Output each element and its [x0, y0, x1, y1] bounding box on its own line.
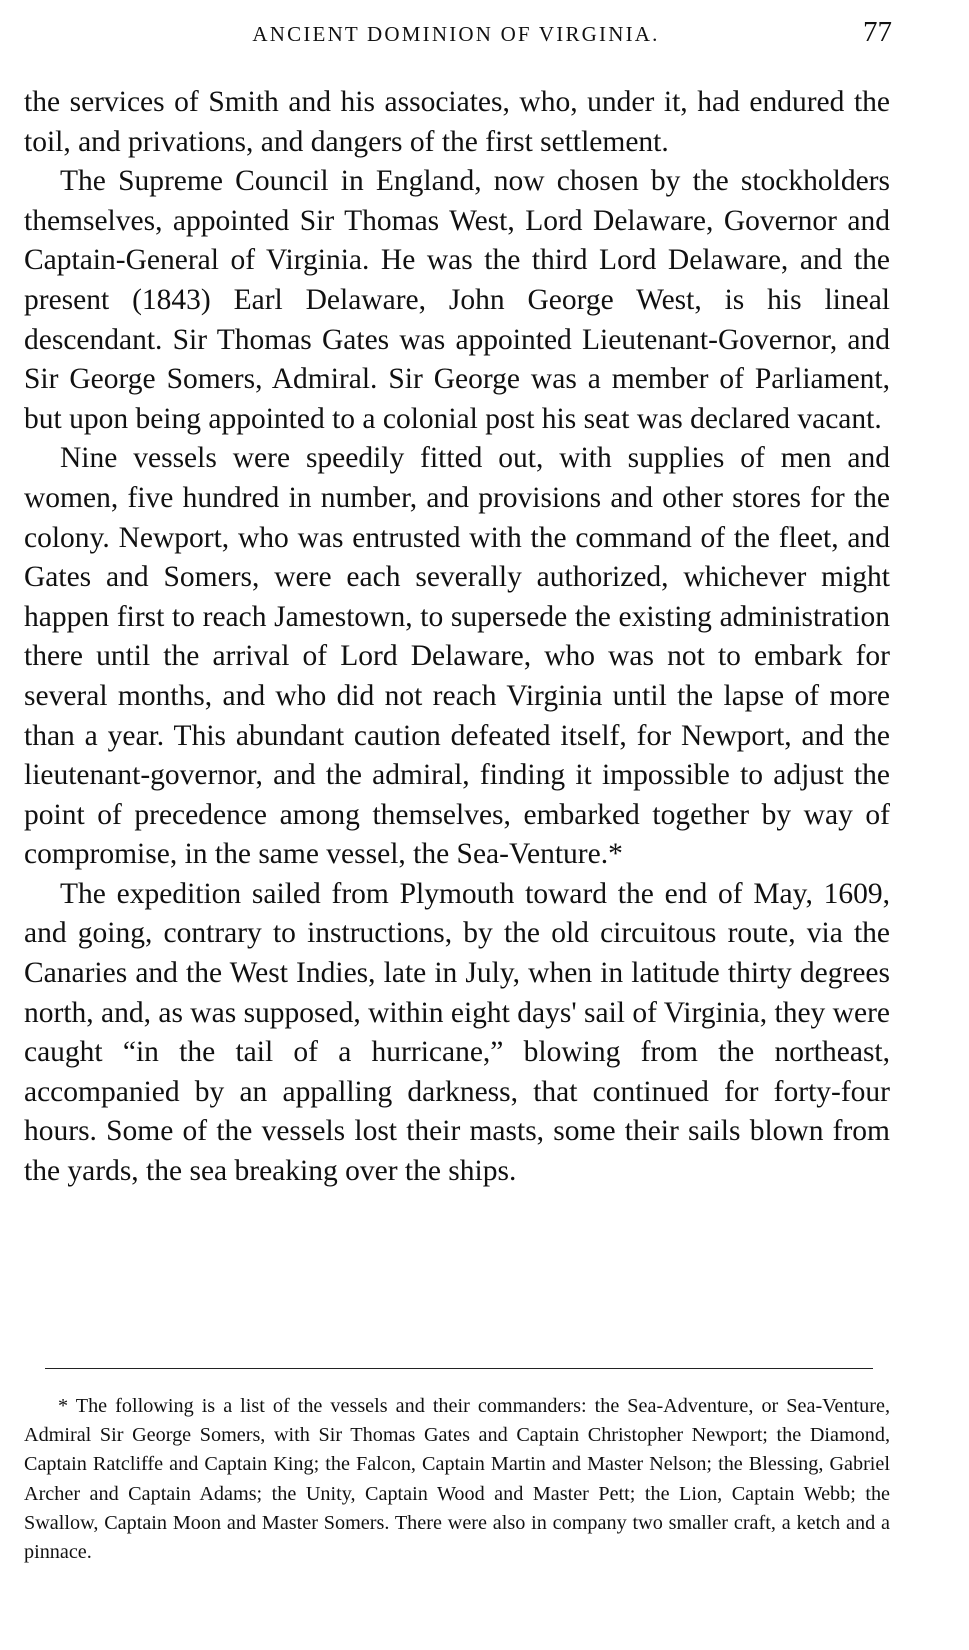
- paragraph-nine-vessels: Nine vessels were speedily fitted out, with supplies of men and women, five hundred in number, and provisions and other stores for the colony. Newport, who was entrusted with the command of the fleet, and Gates and Somers, were each severally authorized, whichever might happen first to reach Jamestown, to supersede the existing administration there until the arrival of Lord Delaware, who was not to embark for several months, and who did not reach Virginia until the lapse of more than a year. This abundant caution defeated itself, for Newport, and the lieutenant-governor, and the admiral, finding it impossible to adjust the point of precedence among themselves, embarked together by way of compromise, in the same vessel, the Sea-Venture.*: [24, 442, 890, 871]
- paragraph-supreme-council: The Supreme Council in England, now chosen by the stockholders themselves, appointed Sir Thomas West, Lord Delaware, Governor and Captain-General of Virginia. He was the third Lord Delaware, and the present (1843) Earl Delaware, John George West, is his lineal descendant. Sir Thomas Gates was appointed Lieutenant-Governor, and Sir George Somers, Admiral. Sir George was a member of Parliament, but upon being appointed to a colonial post his seat was declared vacant.: [24, 165, 890, 435]
- footnote-divider: [45, 1368, 873, 1369]
- running-title: ANCIENT DOMINION OF VIRGINIA.: [252, 22, 660, 46]
- page-number: 77: [863, 16, 892, 48]
- running-head: [22, 14, 890, 54]
- footnote: * The following is a list of the vessels and their commanders: the Sea-Adventure, or Sea-Venture, Admiral Sir George Somers, with Sir Thomas Gates and Captain Christopher Newport; the Diamond, Captain Ratcliffe and Captain King; the Falcon, Captain Martin and Master Nelson; the Blessing, Gabriel Archer and Captain Adams; the Unity, Captain Wood and Master Pett; the Lion, Captain Webb; the Swallow, Captain Moon and Master Somers. There were also in company two smaller craft, a ketch and a pinnace.: [24, 1395, 890, 1564]
- paragraph-continuation: the services of Smith and his associates, who, under it, had endured the toil, and privations, and dangers of the first settlement.: [24, 86, 890, 158]
- body-text: [24, 83, 890, 1192]
- paragraph-expedition: The expedition sailed from Plymouth toward the end of May, 1609, and going, contrary to instructions, by the old circuitous route, via the Canaries and the West Indies, late in July, when in latitude thirty degrees north, and, as was supposed, within eight days' sail of Virginia, they were caught “in the tail of a hurricane,” blowing from the northeast, accompanied by an appalling darkness, that continued for forty-four hours. Some of the vessels lost their masts, some their sails blown from the yards, the sea breaking over the ships.: [24, 877, 891, 1188]
